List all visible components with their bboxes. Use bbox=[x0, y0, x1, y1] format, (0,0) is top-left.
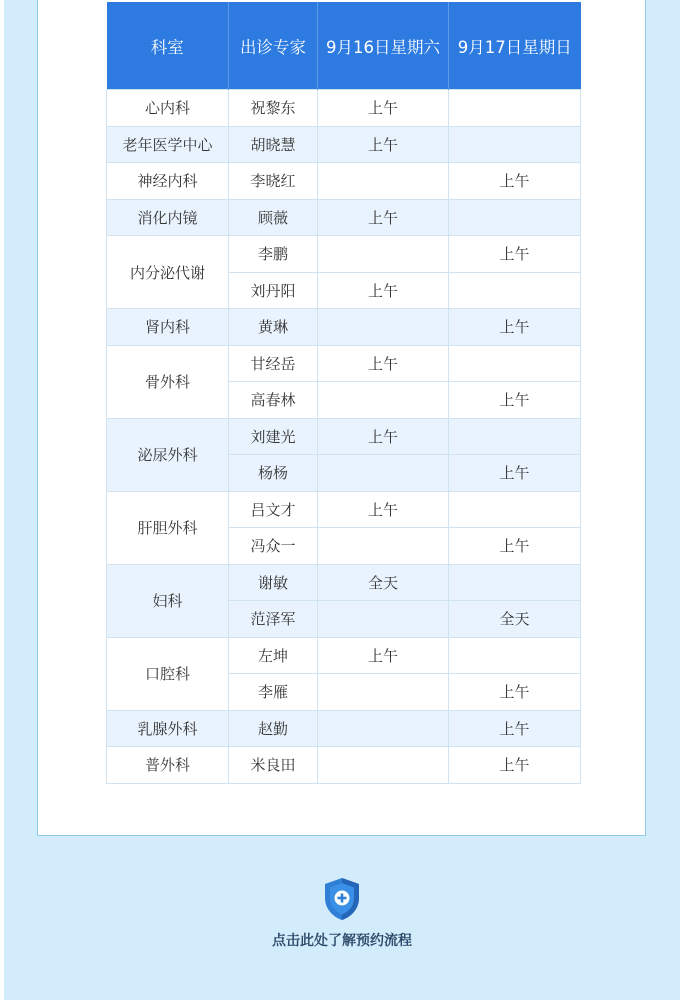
expert-cell: 左坤 bbox=[229, 637, 318, 674]
footer bbox=[4, 876, 680, 950]
expert-cell: 黄琳 bbox=[229, 309, 318, 346]
expert-cell: 冯众一 bbox=[229, 528, 318, 565]
saturday-cell bbox=[318, 747, 449, 784]
department-cell: 骨外科 bbox=[107, 345, 229, 418]
department-cell: 乳腺外科 bbox=[107, 710, 229, 747]
sunday-cell bbox=[449, 126, 581, 163]
saturday-cell: 上午 bbox=[318, 491, 449, 528]
sunday-cell bbox=[449, 637, 581, 674]
sunday-cell: 上午 bbox=[449, 382, 581, 419]
header-expert: 出诊专家 bbox=[229, 2, 318, 90]
expert-cell: 范泽军 bbox=[229, 601, 318, 638]
table-row bbox=[107, 126, 581, 163]
saturday-cell bbox=[318, 163, 449, 200]
table-row bbox=[107, 309, 581, 346]
schedule-table bbox=[106, 2, 581, 784]
saturday-cell bbox=[318, 455, 449, 492]
saturday-cell: 全天 bbox=[318, 564, 449, 601]
sunday-cell bbox=[449, 345, 581, 382]
sunday-cell bbox=[449, 199, 581, 236]
expert-cell: 甘经岳 bbox=[229, 345, 318, 382]
saturday-cell: 上午 bbox=[318, 418, 449, 455]
department-cell: 泌尿外科 bbox=[107, 418, 229, 491]
table-row bbox=[107, 90, 581, 127]
appointment-process-link[interactable]: 点击此处了解预约流程 bbox=[272, 933, 412, 949]
saturday-cell bbox=[318, 710, 449, 747]
table-row bbox=[107, 163, 581, 200]
department-cell: 神经内科 bbox=[107, 163, 229, 200]
saturday-cell: 上午 bbox=[318, 199, 449, 236]
table-row bbox=[107, 345, 581, 382]
sunday-cell: 上午 bbox=[449, 710, 581, 747]
table-row bbox=[107, 637, 581, 674]
table-row bbox=[107, 710, 581, 747]
sunday-cell: 上午 bbox=[449, 163, 581, 200]
saturday-cell: 上午 bbox=[318, 345, 449, 382]
expert-cell: 祝黎东 bbox=[229, 90, 318, 127]
table-row bbox=[107, 199, 581, 236]
shield-plus-icon[interactable] bbox=[322, 876, 362, 922]
header-saturday: 9月16日星期六 bbox=[318, 2, 449, 90]
sunday-cell: 上午 bbox=[449, 236, 581, 273]
sunday-cell bbox=[449, 491, 581, 528]
expert-cell: 顾薇 bbox=[229, 199, 318, 236]
saturday-cell bbox=[318, 382, 449, 419]
expert-cell: 谢敏 bbox=[229, 564, 318, 601]
expert-cell: 吕文才 bbox=[229, 491, 318, 528]
sunday-cell bbox=[449, 272, 581, 309]
department-cell: 肝胆外科 bbox=[107, 491, 229, 564]
saturday-cell bbox=[318, 528, 449, 565]
sunday-cell: 上午 bbox=[449, 455, 581, 492]
saturday-cell bbox=[318, 601, 449, 638]
schedule-card bbox=[37, 0, 646, 836]
saturday-cell: 上午 bbox=[318, 637, 449, 674]
expert-cell: 李鹏 bbox=[229, 236, 318, 273]
table-row bbox=[107, 747, 581, 784]
department-cell: 口腔科 bbox=[107, 637, 229, 710]
department-cell: 内分泌代谢 bbox=[107, 236, 229, 309]
department-cell: 心内科 bbox=[107, 90, 229, 127]
expert-cell: 胡晓慧 bbox=[229, 126, 318, 163]
expert-cell: 赵勤 bbox=[229, 710, 318, 747]
saturday-cell bbox=[318, 309, 449, 346]
sunday-cell: 全天 bbox=[449, 601, 581, 638]
sunday-cell: 上午 bbox=[449, 747, 581, 784]
department-cell: 肾内科 bbox=[107, 309, 229, 346]
saturday-cell: 上午 bbox=[318, 126, 449, 163]
header-department: 科室 bbox=[107, 2, 229, 90]
saturday-cell bbox=[318, 674, 449, 711]
sunday-cell: 上午 bbox=[449, 674, 581, 711]
expert-cell: 刘建光 bbox=[229, 418, 318, 455]
department-cell: 妇科 bbox=[107, 564, 229, 637]
table-header-row bbox=[107, 2, 581, 90]
department-cell: 老年医学中心 bbox=[107, 126, 229, 163]
header-sunday: 9月17日星期日 bbox=[449, 2, 581, 90]
sunday-cell bbox=[449, 418, 581, 455]
expert-cell: 刘丹阳 bbox=[229, 272, 318, 309]
saturday-cell bbox=[318, 236, 449, 273]
sunday-cell: 上午 bbox=[449, 309, 581, 346]
expert-cell: 杨杨 bbox=[229, 455, 318, 492]
saturday-cell: 上午 bbox=[318, 272, 449, 309]
table-row bbox=[107, 236, 581, 273]
department-cell: 普外科 bbox=[107, 747, 229, 784]
table-row bbox=[107, 564, 581, 601]
table-row bbox=[107, 418, 581, 455]
department-cell: 消化内镜 bbox=[107, 199, 229, 236]
sunday-cell bbox=[449, 90, 581, 127]
table-row bbox=[107, 491, 581, 528]
expert-cell: 李雁 bbox=[229, 674, 318, 711]
expert-cell: 米良田 bbox=[229, 747, 318, 784]
expert-cell: 高春林 bbox=[229, 382, 318, 419]
sunday-cell bbox=[449, 564, 581, 601]
expert-cell: 李晓红 bbox=[229, 163, 318, 200]
sunday-cell: 上午 bbox=[449, 528, 581, 565]
saturday-cell: 上午 bbox=[318, 90, 449, 127]
